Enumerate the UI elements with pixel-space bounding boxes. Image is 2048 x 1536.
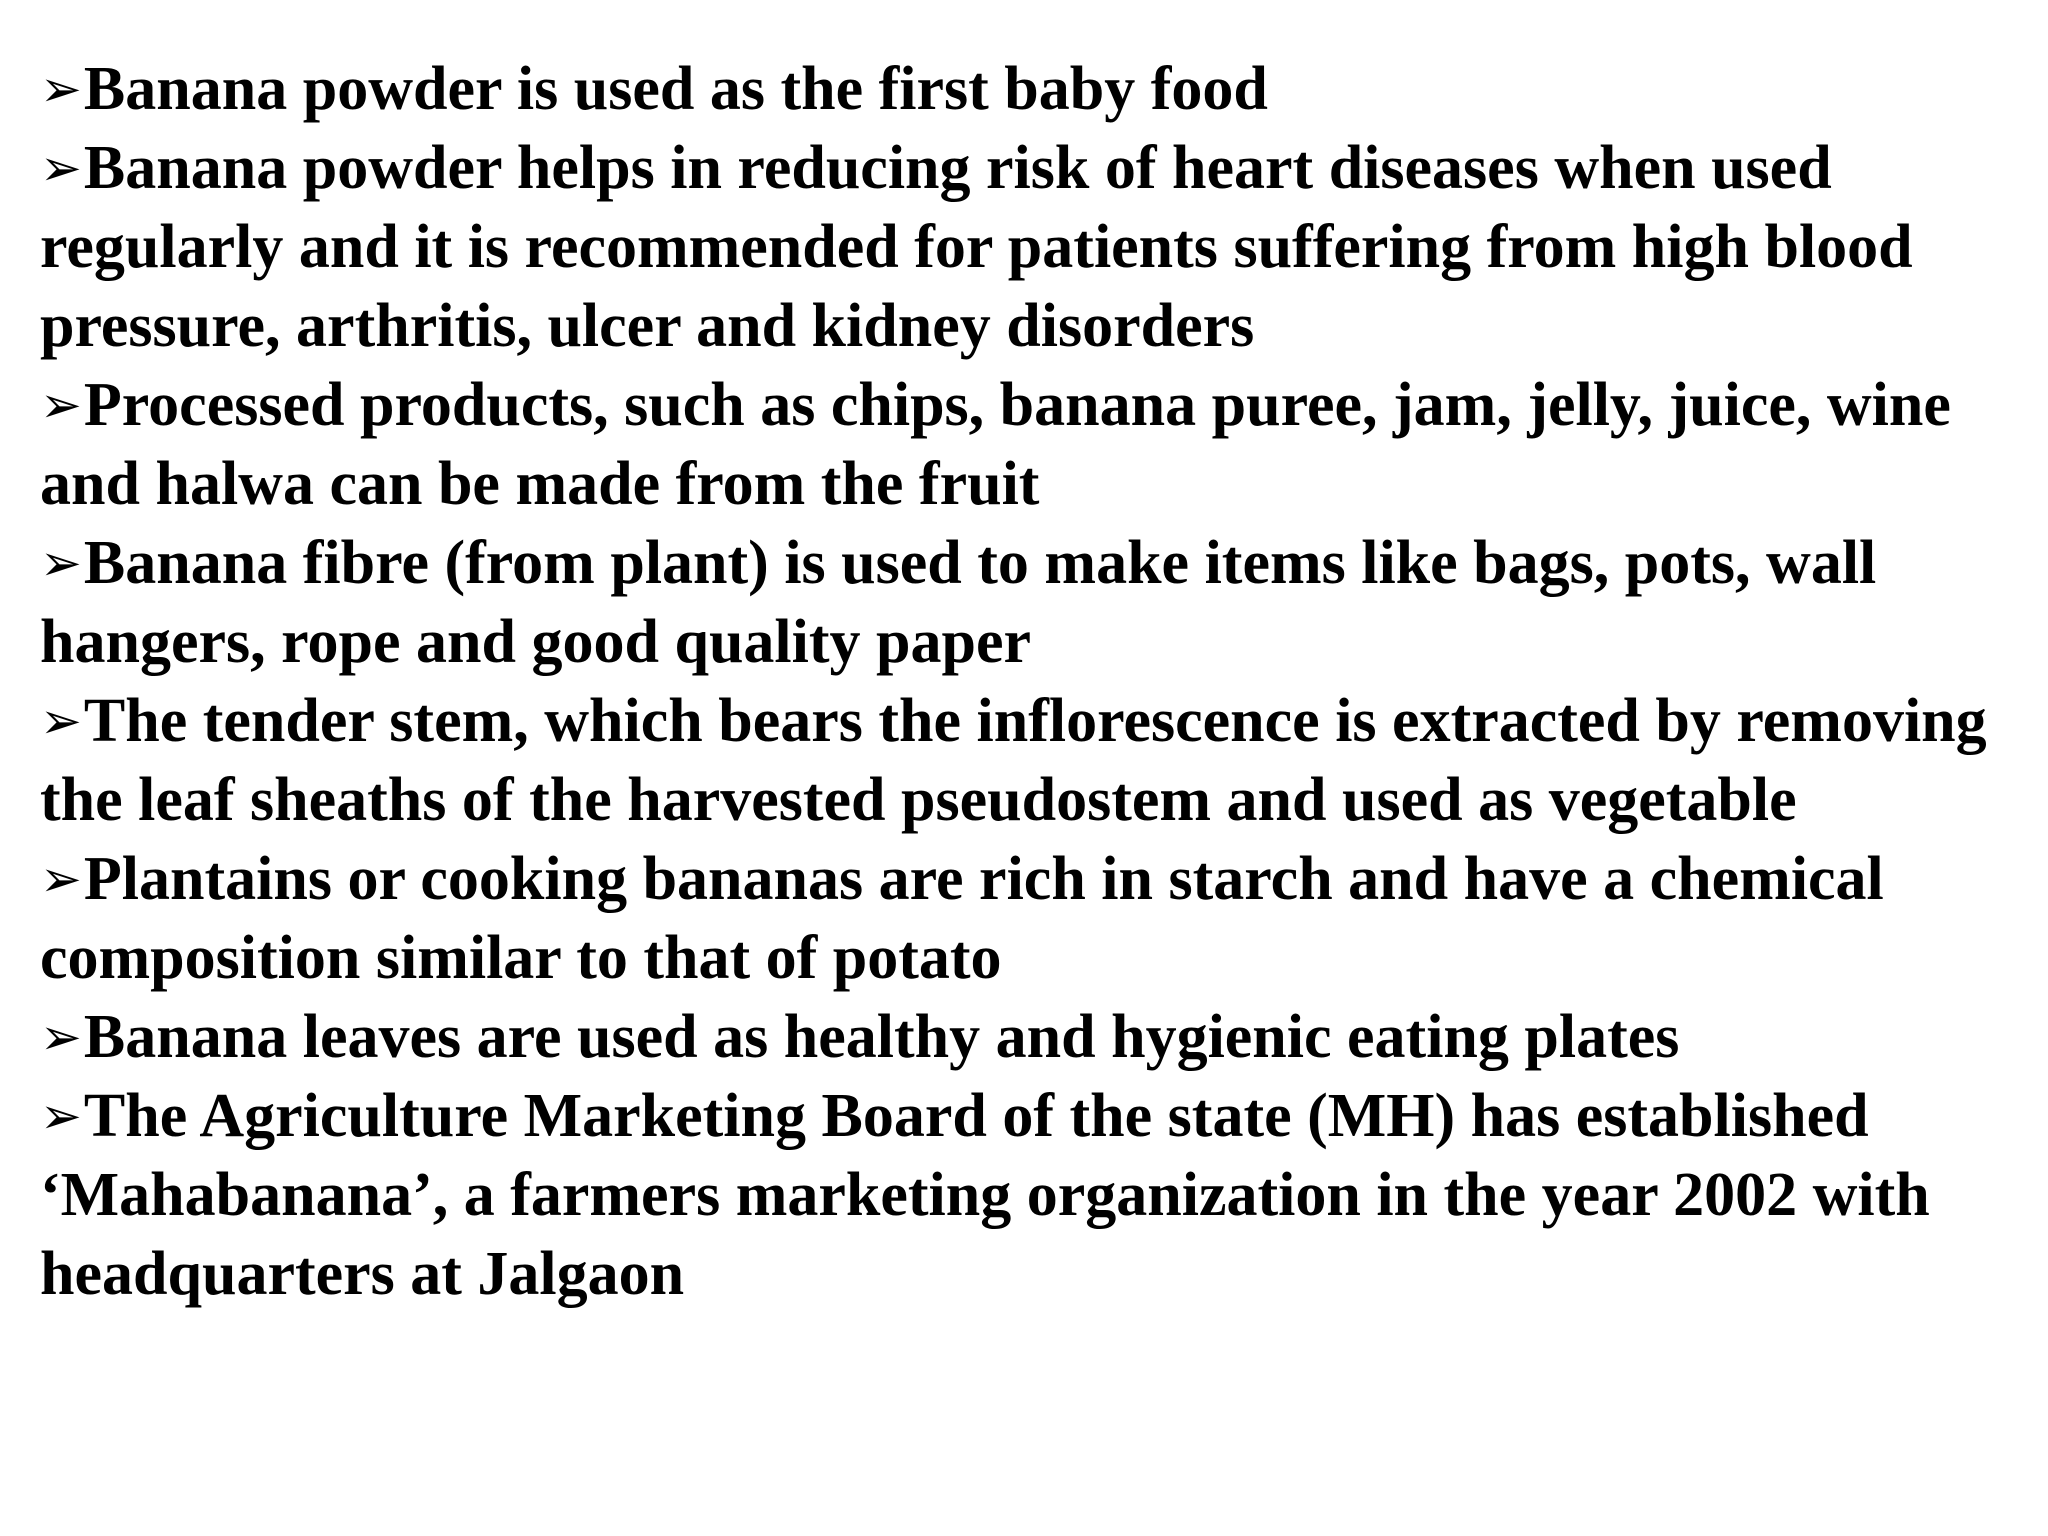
arrow-bullet-icon: ➢ bbox=[40, 692, 82, 750]
arrow-bullet-icon: ➢ bbox=[40, 1087, 82, 1145]
bullet-text: Banana fibre (from plant) is used to make items like bags, pots, wall hangers, rope and good quality paper bbox=[40, 529, 1877, 676]
arrow-bullet-icon: ➢ bbox=[40, 850, 82, 908]
bullet-item bbox=[40, 998, 2030, 1077]
bullet-item bbox=[40, 840, 2030, 998]
arrow-bullet-icon: ➢ bbox=[40, 376, 82, 434]
bullet-list bbox=[40, 50, 2030, 1314]
bullet-text: Banana powder helps in reducing risk of heart diseases when used regularly and it is recommended for patients suffering from high blood pressure, arthritis, ulcer and kidney disorders bbox=[40, 134, 1913, 360]
bullet-text: Plantains or cooking bananas are rich in starch and have a chemical composition similar to that of potato bbox=[40, 845, 1884, 992]
bullet-item bbox=[40, 1077, 2030, 1314]
arrow-bullet-icon: ➢ bbox=[40, 139, 82, 197]
arrow-bullet-icon: ➢ bbox=[40, 60, 82, 118]
bullet-item bbox=[40, 524, 2030, 682]
arrow-bullet-icon: ➢ bbox=[40, 534, 82, 592]
bullet-text: Banana leaves are used as healthy and hygienic eating plates bbox=[83, 1003, 1680, 1071]
bullet-item bbox=[40, 366, 2030, 524]
bullet-text: Processed products, such as chips, banana puree, jam, jelly, juice, wine and halwa can be made from the fruit bbox=[40, 371, 1951, 518]
bullet-text: Banana powder is used as the first baby food bbox=[83, 55, 1268, 123]
bullet-item bbox=[40, 682, 2030, 840]
bullet-item bbox=[40, 129, 2030, 366]
arrow-bullet-icon: ➢ bbox=[40, 1008, 82, 1066]
bullet-item bbox=[40, 50, 2030, 129]
bullet-text: The Agriculture Marketing Board of the state (MH) has established ‘Mahabanana’, a farmers marketing organization in the year 2002 with headquarters at Jalgaon bbox=[40, 1082, 1930, 1308]
bullet-text: The tender stem, which bears the inflorescence is extracted by removing the leaf sheaths of the harvested pseudostem and used as vegetable bbox=[40, 687, 1987, 834]
